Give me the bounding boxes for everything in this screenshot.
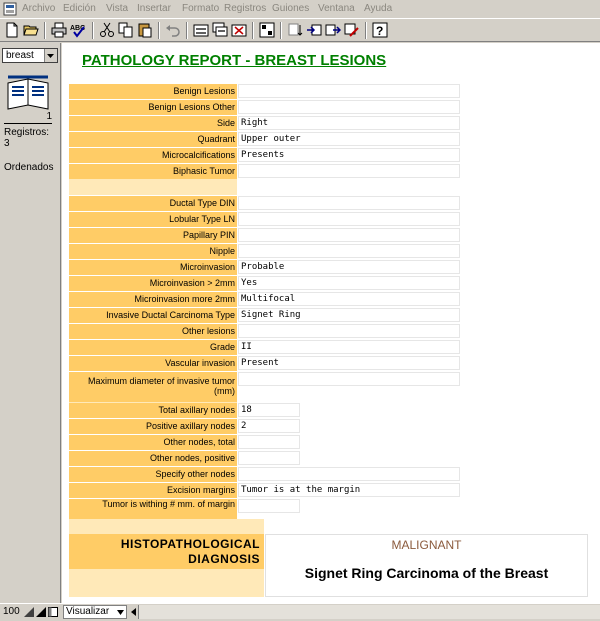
field-microcalcifications[interactable]: Presents: [238, 148, 460, 162]
menu-insertar[interactable]: Insertar: [137, 3, 171, 14]
field-specify-other-nodes[interactable]: [238, 467, 460, 481]
field-other-nodes-total[interactable]: [238, 435, 300, 449]
mode-select-value: Visualizar: [66, 606, 110, 617]
field-tumor-within-mm-of-margin[interactable]: [238, 499, 300, 513]
page-title: PATHOLOGY REPORT - BREAST LESIONS: [82, 52, 387, 69]
print-icon[interactable]: [51, 22, 67, 38]
field-grade[interactable]: II: [238, 340, 460, 354]
diagnosis-name: Signet Ring Carcinoma of the Breast: [304, 565, 549, 581]
field-microinvasion-gt-2mm[interactable]: Yes: [238, 276, 460, 290]
label-ductal-type-din: Ductal Type DIN: [69, 196, 237, 211]
label-side: Side: [69, 116, 237, 131]
menu-vista[interactable]: Vista: [106, 3, 129, 14]
cut-icon[interactable]: [99, 22, 115, 38]
toolbar-separator: [280, 22, 282, 39]
label-positive-axillary-nodes: Positive axillary nodes: [69, 419, 237, 434]
records-label: Registros:: [4, 127, 50, 138]
toolbar-separator: [158, 22, 160, 39]
field-benign-lesions-other[interactable]: [238, 100, 460, 114]
label-microinvasion-gt-2mm: Microinvasion > 2mm: [69, 276, 237, 291]
duplicate-record-icon[interactable]: [212, 22, 228, 38]
field-other-lesions[interactable]: [238, 324, 460, 338]
menu-registros[interactable]: Registros: [224, 3, 267, 14]
form-layout: [62, 43, 600, 603]
paste-icon[interactable]: [137, 22, 153, 38]
label-papillary-pin: Papillary PIN: [69, 228, 237, 243]
field-vascular-invasion[interactable]: Present: [238, 356, 460, 370]
field-ductal-type-din[interactable]: [238, 196, 460, 210]
zoom-out-icon[interactable]: [24, 607, 34, 617]
diagnosis-label-line1: HISTOPATHOLOGICAL: [120, 537, 260, 551]
layout-select[interactable]: [2, 48, 58, 63]
find-icon[interactable]: [259, 22, 275, 38]
field-papillary-pin[interactable]: [238, 228, 460, 242]
label-excision-margins: Excision margins: [69, 483, 237, 498]
field-lobular-type-ln[interactable]: [238, 212, 460, 226]
label-specify-other-nodes: Specify other nodes: [69, 467, 237, 482]
label-tumor-within-mm-of-margin: Tumor is withing # mm. of margin: [69, 499, 237, 519]
field-biphasic-tumor[interactable]: [238, 164, 460, 178]
menu-ayuda[interactable]: Ayuda: [364, 3, 393, 14]
svg-text:?: ?: [376, 24, 384, 38]
toolbar-separator: [252, 22, 254, 39]
zoom-level[interactable]: 100: [3, 606, 20, 617]
status-bar: [0, 603, 600, 621]
diagnosis-box[interactable]: [265, 534, 588, 597]
delete-record-icon[interactable]: [231, 22, 247, 38]
label-microinvasion-more-2mm: Microinvasion more 2mm: [69, 292, 237, 307]
status-area-toggle-icon[interactable]: [48, 607, 58, 617]
field-total-axillary-nodes[interactable]: 18: [238, 403, 300, 417]
label-other-nodes-positive: Other nodes, positive: [69, 451, 237, 466]
label-total-axillary-nodes: Total axillary nodes: [69, 403, 237, 418]
field-microinvasion[interactable]: Probable: [238, 260, 460, 274]
label-quadrant: Quadrant: [69, 132, 237, 147]
export-icon[interactable]: [325, 22, 341, 38]
import-icon[interactable]: [306, 22, 322, 38]
help-icon[interactable]: [372, 22, 388, 38]
chevron-down-icon[interactable]: [44, 49, 57, 62]
field-maximum-diameter[interactable]: [238, 372, 460, 386]
new-record-icon[interactable]: [193, 22, 209, 38]
field-quadrant[interactable]: Upper outer: [238, 132, 460, 146]
label-microinvasion: Microinvasion: [69, 260, 237, 275]
field-excision-margins[interactable]: Tumor is at the margin: [238, 483, 460, 497]
copy-icon[interactable]: [118, 22, 134, 38]
label-other-lesions: Other lesions: [69, 324, 237, 339]
label-benign-lesions: Benign Lesions: [69, 84, 237, 99]
horizontal-scrollbar[interactable]: [138, 605, 600, 619]
svg-text:ABC: ABC: [70, 25, 86, 32]
label-invasive-ductal-carcinoma-type: Invasive Ductal Carcinoma Type: [69, 308, 237, 323]
diagnosis-label: [69, 534, 264, 569]
field-benign-lesions[interactable]: [238, 84, 460, 98]
label-lobular-type-ln: Lobular Type LN: [69, 212, 237, 227]
sort-icon[interactable]: [287, 22, 303, 38]
field-side[interactable]: Right: [238, 116, 460, 130]
new-file-icon[interactable]: [4, 22, 20, 38]
label-nipple: Nipple: [69, 244, 237, 259]
layout-select-value: breast: [6, 50, 34, 61]
toolbar: [0, 18, 600, 42]
menu-guiones[interactable]: Guiones: [272, 3, 310, 14]
replace-icon[interactable]: [344, 22, 360, 38]
label-maximum-diameter: Maximum diameter of invasive tumor (mm): [69, 372, 237, 402]
section-divider: [69, 519, 264, 534]
diagnosis-result: MALIGNANT: [391, 538, 462, 552]
diagnosis-label-line2: DIAGNOSIS: [188, 552, 260, 566]
record-book-icon[interactable]: [4, 73, 52, 113]
app-window-icon[interactable]: [3, 2, 17, 16]
menu-formato[interactable]: Formato: [182, 3, 220, 14]
toolbar-separator: [92, 22, 94, 39]
open-folder-icon[interactable]: [23, 22, 39, 38]
label-grade: Grade: [69, 340, 237, 355]
zoom-in-icon[interactable]: [36, 607, 46, 617]
menu-bar: [0, 0, 600, 18]
menu-archivo[interactable]: Archivo: [22, 3, 56, 14]
toolbar-separator: [44, 22, 46, 39]
menu-ventana[interactable]: Ventana: [318, 3, 355, 14]
label-microcalcifications: Microcalcifications: [69, 148, 237, 163]
toolbar-separator: [365, 22, 367, 39]
field-invasive-ductal-carcinoma-type[interactable]: Signet Ring: [238, 308, 460, 322]
label-other-nodes-total: Other nodes, total: [69, 435, 237, 450]
sort-status: Ordenados: [4, 162, 54, 173]
undo-icon[interactable]: [165, 22, 181, 38]
section-divider: [69, 569, 264, 597]
field-other-nodes-positive[interactable]: [238, 451, 300, 465]
spellcheck-icon[interactable]: [70, 22, 86, 38]
field-positive-axillary-nodes[interactable]: 2: [238, 419, 300, 433]
status-area: [0, 43, 61, 603]
mode-select[interactable]: [63, 605, 127, 619]
label-vascular-invasion: Vascular invasion: [69, 356, 237, 371]
records-count: 3: [4, 138, 10, 149]
menu-edicion[interactable]: Edición: [63, 3, 96, 14]
toolbar-separator: [186, 22, 188, 39]
field-nipple[interactable]: [238, 244, 460, 258]
current-record-number[interactable]: 1: [4, 111, 52, 124]
field-microinvasion-more-2mm[interactable]: Multifocal: [238, 292, 460, 306]
chevron-down-icon[interactable]: [117, 610, 124, 615]
label-benign-lesions-other: Benign Lesions Other: [69, 100, 237, 115]
label-biphasic-tumor: Biphasic Tumor: [69, 164, 237, 179]
section-divider: [69, 179, 237, 195]
